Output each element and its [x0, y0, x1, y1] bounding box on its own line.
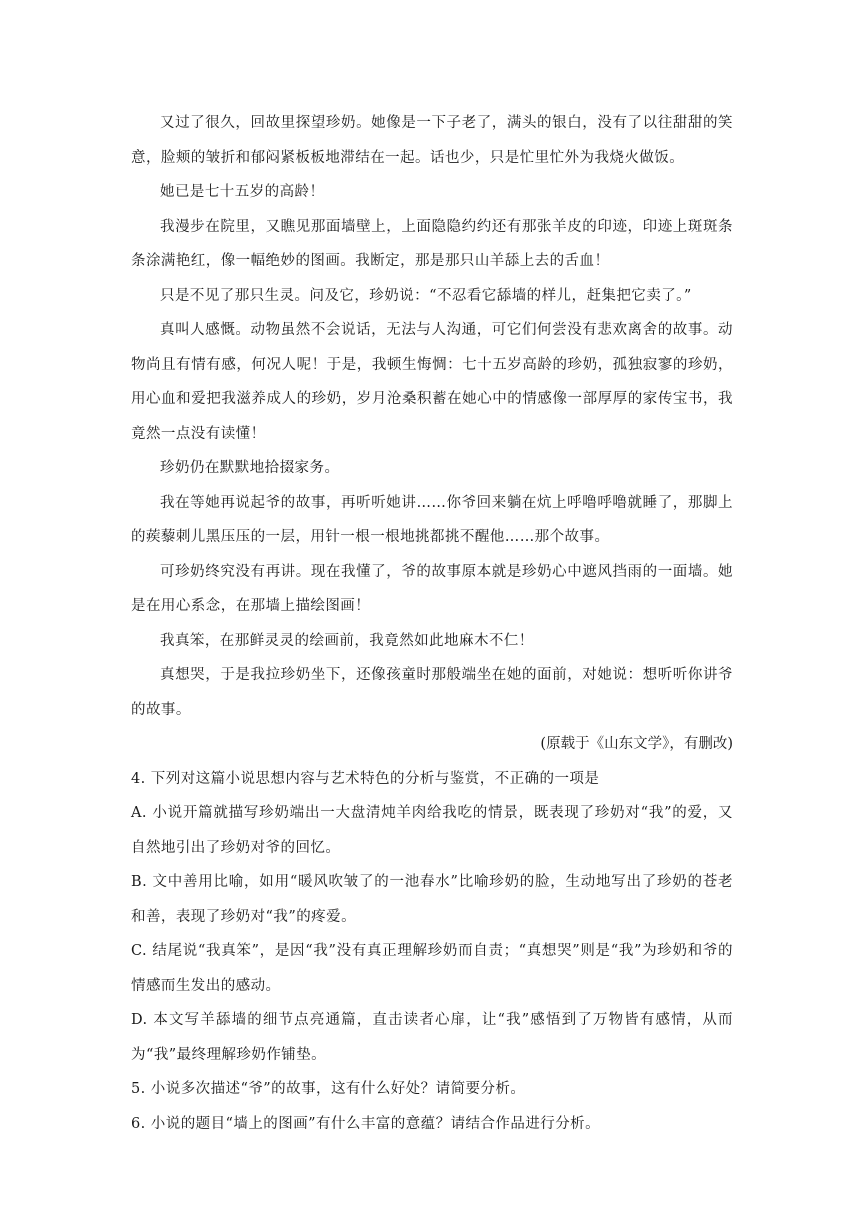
story-paragraph: 真叫人感慨。动物虽然不会说话，无法与人沟通，可它们何尝没有悲欢离舍的故事。动物尚且有情有感，何况人呢！于是，我顿生悔惆：七十五岁高龄的珍奶，孤独寂寥的珍奶，用心血和爱把我滋养成人的珍奶，岁月沧桑积蓄在她心中的情感像一部厚厚的家传宝书，我竟然一点没有读懂！	[131, 322, 733, 442]
question-6: 6. 小说的题目“墙上的图画”有什么丰富的意蕴？请结合作品进行分析。	[131, 1115, 601, 1132]
source-note: (原载于《山东文学》，有删改)	[540, 736, 733, 752]
story-paragraph: 真想哭，于是我拉珍奶坐下，还像孩童时那般端坐在她的面前，对她说：想听听你讲爷的故事。	[131, 667, 733, 718]
story-paragraph: 只是不见了那只生灵。问及它，珍奶说：“不忍看它舔墙的样儿，赶集把它卖了。”	[160, 287, 692, 304]
question-4-option-c: C. 结尾说“我真笨”，是因“我”没有真正理解珍奶而自责；“真想哭”则是“我”为珍奶和爷的情感而生发出的感动。	[131, 943, 733, 994]
question-5: 5. 小说多次描述“爷”的故事，这有什么好处？请简要分析。	[131, 1081, 526, 1097]
story-paragraph: 又过了很久，回故里探望珍奶。她像是一下子老了，满头的银白，没有了以往甜甜的笑意，脸颊的皱折和郁闷紧板板地滞结在一起。话也少，只是忙里忙外为我烧火做饭。	[131, 115, 733, 166]
story-paragraph: 她已是七十五岁的高龄！	[160, 184, 325, 200]
story-paragraph: 可珍奶终究没有再讲。现在我懂了，爷的故事原本就是珍奶心中遮风挡雨的一面墙。她是在用心系念，在那墙上描绘图画！	[131, 563, 733, 614]
question-4-stem: 4. 下列对这篇小说思想内容与艺术特色的分析与鉴赏，不正确的一项是	[131, 770, 600, 787]
story-paragraph: 珍奶仍在默默地拾掇家务。	[160, 460, 340, 476]
story-paragraph: 我在等她再说起爷的故事，再听听她讲……你爷回来躺在炕上呼噜呼噜就睡了，那脚上的蒺藜刺儿黑压压的一层，用针一根一根地挑都挑不醒他……那个故事。	[131, 494, 733, 545]
question-4-option-d: D. 本文写羊舔墙的细节点亮通篇，直击读者心扉，让“我”感悟到了万物皆有感情，从而为“我”最终理解珍奶作铺垫。	[131, 1012, 733, 1063]
question-4-option-a: A. 小说开篇就描写珍奶端出一大盘清炖羊肉给我吃的情景，既表现了珍奶对“我”的爱，又自然地引出了珍奶对爷的回忆。	[131, 805, 733, 856]
story-paragraph: 我真笨，在那鲜灵灵的绘画前，我竟然如此地麻木不仁！	[160, 632, 534, 649]
question-4-option-b: B. 文中善用比喻，如用“暖风吹皱了的一池春水”比喻珍奶的脸，生动地写出了珍奶的苍老和善，表现了珍奶对“我”的疼爱。	[131, 874, 733, 925]
story-paragraph: 我漫步在院里，又瞧见那面墙壁上，上面隐隐约约还有那张羊皮的印迹，印迹上斑斑条条涂满艳红，像一幅绝妙的图画。我断定，那是那只山羊舔上去的舌血！	[131, 218, 733, 269]
